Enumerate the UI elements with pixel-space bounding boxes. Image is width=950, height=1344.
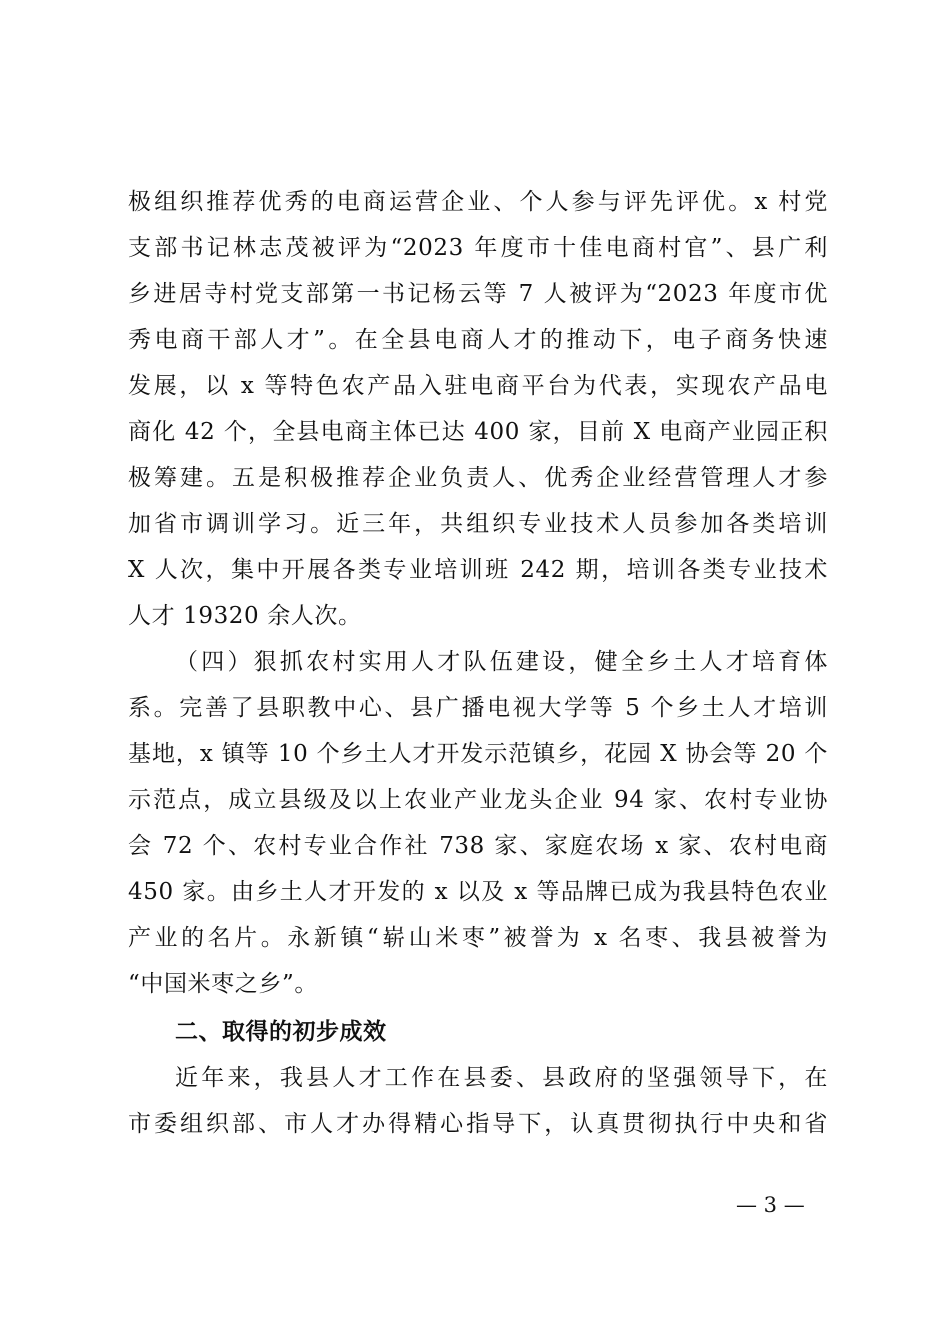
paragraph-line: 乡进居寺村党支部第一书记杨云等 7 人被评为“2023 年度市优: [128, 281, 828, 307]
paragraph-line: 系。完善了县职教中心、县广播电视大学等 5 个乡土人才培训: [128, 695, 828, 721]
paragraph-line-indented: （四）狠抓农村实用人才队伍建设，健全乡土人才培育体: [175, 649, 828, 675]
paragraph-line: 秀电商干部人才”。在全县电商人才的推动下，电子商务快速: [128, 327, 828, 353]
paragraph-line: 极组织推荐优秀的电商运营企业、个人参与评先评优。x 村党: [128, 189, 828, 215]
paragraph-line: 发展，以 x 等特色农产品入驻电商平台为代表，实现农产品电: [128, 373, 828, 399]
paragraph-line-indented: 近年来，我县人才工作在县委、县政府的坚强领导下，在: [175, 1065, 828, 1091]
paragraph-line: 支部书记林志茂被评为“2023 年度市十佳电商村官”、县广利: [128, 235, 828, 261]
paragraph-line: 人才 19320 余人次。: [128, 603, 362, 629]
paragraph-line: 会 72 个、农村专业合作社 738 家、家庭农场 x 家、农村电商: [128, 833, 828, 859]
section-heading: 二、取得的初步成效: [175, 1019, 387, 1045]
page-number: — 3 —: [736, 1193, 805, 1217]
paragraph-line: 450 家。由乡土人才开发的 x 以及 x 等品牌已成为我县特色农业: [128, 879, 828, 905]
paragraph-line: 示范点，成立县级及以上农业产业龙头企业 94 家、农村专业协: [128, 787, 828, 813]
paragraph-line: X 人次，集中开展各类专业培训班 242 期，培训各类专业技术: [128, 557, 828, 583]
paragraph-line: 商化 42 个，全县电商主体已达 400 家，目前 X 电商产业园正积: [128, 419, 828, 445]
paragraph-line: 加省市调训学习。近三年，共组织专业技术人员参加各类培训: [128, 511, 828, 537]
paragraph-line: 产业的名片。永新镇“崭山米枣”被誉为 x 名枣、我县被誉为: [128, 925, 828, 951]
paragraph-line: 市委组织部、市人才办得精心指导下，认真贯彻执行中央和省: [128, 1111, 828, 1137]
paragraph-line: 极筹建。五是积极推荐企业负责人、优秀企业经营管理人才参: [128, 465, 828, 491]
paragraph-line: 基地，x 镇等 10 个乡土人才开发示范镇乡，花园 X 协会等 20 个: [128, 741, 828, 767]
paragraph-line: “中国米枣之乡”。: [128, 971, 318, 997]
